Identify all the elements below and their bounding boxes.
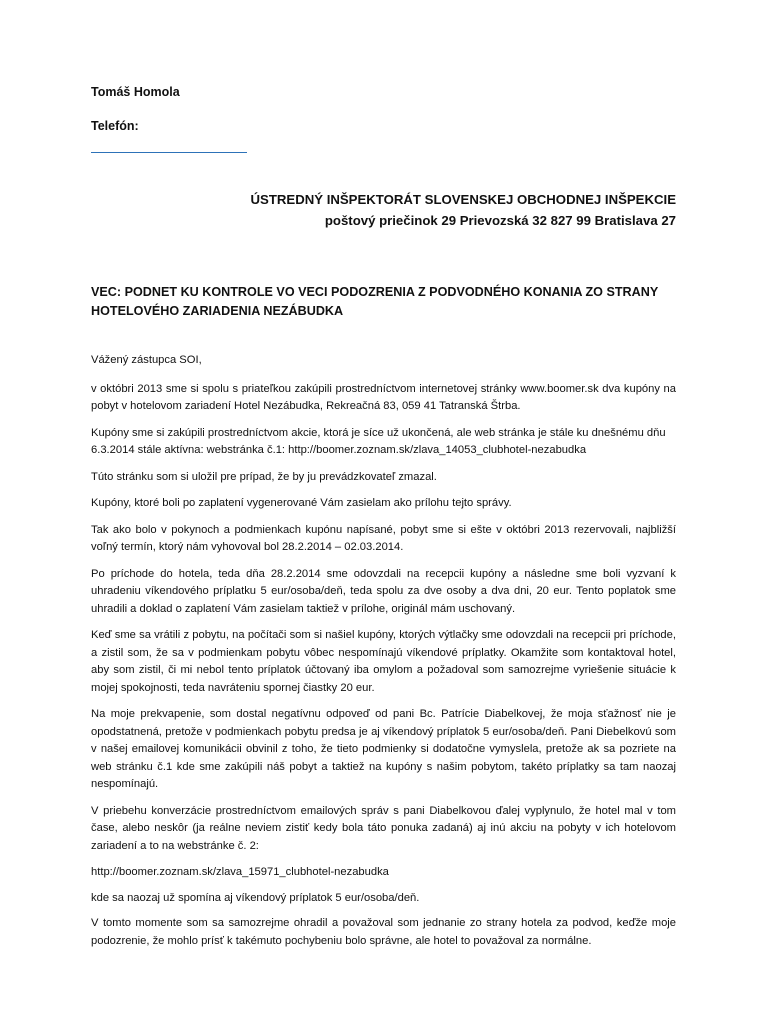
greeting: Vážený zástupca SOI, — [91, 354, 202, 366]
paragraph: V priebehu konverzácie prostredníctvom emailových správ s pani Diabelkovou ďalej vyplynulo, že hotel mal v tom čase, alebo neskôr (ja reálne neviem zistiť kedy bola táto ponuka zadaná) aj inú akciu na pobyty v ich hotelovom zariadení a to na webstránke č. 2: — [91, 804, 676, 852]
paragraph: V tomto momente som sa samozrejme ohradil a považoval som jednanie zo strany hotela za podvod, keďže moje podozrenie, že mohlo prísť k takémuto pochybeniu bolo správne, ale hotel to považoval za normálne. — [91, 917, 676, 947]
recipient-line-1: ÚSTREDNÝ INŠPEKTORÁT SLOVENSKEJ OBCHODNEJ INŠPEKCIE — [250, 192, 676, 207]
sender-name: Tomáš Homola — [91, 85, 180, 99]
paragraph: Tak ako bolo v pokynoch a podmienkach kupónu napísané, pobyt sme si ešte v októbri 2013 rezervovali, najbližší voľný termín, ktorý nám vyhovoval bol 28.2.2014 – 02.03.2014. — [91, 523, 676, 553]
letter-body — [91, 352, 676, 959]
sender-block — [91, 84, 180, 134]
paragraph: Na moje prekvapenie, som dostal negatívnu odpoveď od pani Bc. Patrície Diabelkovej, že moja sťažnosť nie je opodstatnená, pretože v podmienkach pobytu predsa je aj víkendový príplatok 5 eur/osoba/deň. Pani Diebelkovú som v našej emailovej komunikácii obvinil z toho, že tieto podmienky si dodatočne vymyslela, pretože ak sa pozriete na web stránku č.1 kde sme zakúpili náš pobyt a taktiež na kupóny s našim pobytom, takéto príplatky sa tam naozaj nespomínajú. — [91, 708, 676, 790]
url-paragraph: http://boomer.zoznam.sk/zlava_15971_clubhotel-nezabudka — [91, 866, 389, 878]
recipient-address — [76, 189, 676, 231]
paragraph: v októbri 2013 sme si spolu s priateľkou zakúpili prostredníctvom internetovej stránky www.boomer.sk dva kupóny na pobyt v hotelovom zariadení Hotel Nezábudka, Rekreačná 83, 059 41 Tatranská Štrba. — [91, 382, 676, 412]
recipient-line-2: poštový priečinok 29 Prievozská 32 827 99 Bratislava 27 — [324, 213, 676, 228]
paragraph: Po príchode do hotela, teda dňa 28.2.2014 sme odovzdali na recepcii kupóny a následne sme boli vyzvaní k uhradeniu víkendového príplatku 5 eur/osoba/deň, teda spolu za dve osoby a dva dni, 20 eur. Tento poplatok sme uhradili a doklad o zaplatení Vám zasielam taktiež v prílohe, originál mám uschovaný. — [91, 567, 676, 615]
paragraph: Kupóny sme si zakúpili prostredníctvom akcie, ktorá je síce už ukončená, ale web stránka je stále ku dnešnému dňu 6.3.2014 stále aktívna: webstránka č.1: http://boomer.zoznam.sk/zlava_14053_clubhotel-nezabudka — [91, 426, 666, 456]
paragraph: kde sa naozaj už spomína aj víkendový príplatok 5 eur/osoba/deň. — [91, 891, 420, 904]
paragraph: Túto stránku som si uložil pre prípad, že by ju prevádzkovateľ zmazal. — [91, 470, 437, 483]
paragraph: Keď sme sa vrátili z pobytu, na počítači som si našiel kupóny, ktorých výtlačky sme odovzdali na recepcii pri príchode, a zistil som, že sa v podmienkam pobytu vôbec nespomínajú víkendové príplatky. Okamžite som kontaktoval hotel, aby som zistil, či mi nebol tento príplatok účtovaný iba omylom a požadoval som samozrejme vyriešenie situácie k mojej spokojnosti, teda navráteniu spornej čiastky 20 eur. — [91, 629, 676, 694]
sender-phone-label: Telefón: — [91, 119, 139, 133]
sender-underline — [91, 152, 247, 153]
paragraph: Kupóny, ktoré boli po zaplatení vygenerované Vám zasielam ako prílohu tejto správy. — [91, 497, 512, 509]
subject-heading: VEC: PODNET KU KONTROLE VO VECI PODOZRENIA Z PODVODNÉHO KONANIA ZO STRANY HOTELOVÉHO ZARIADENIA NEZÁBUDKA — [91, 285, 658, 318]
